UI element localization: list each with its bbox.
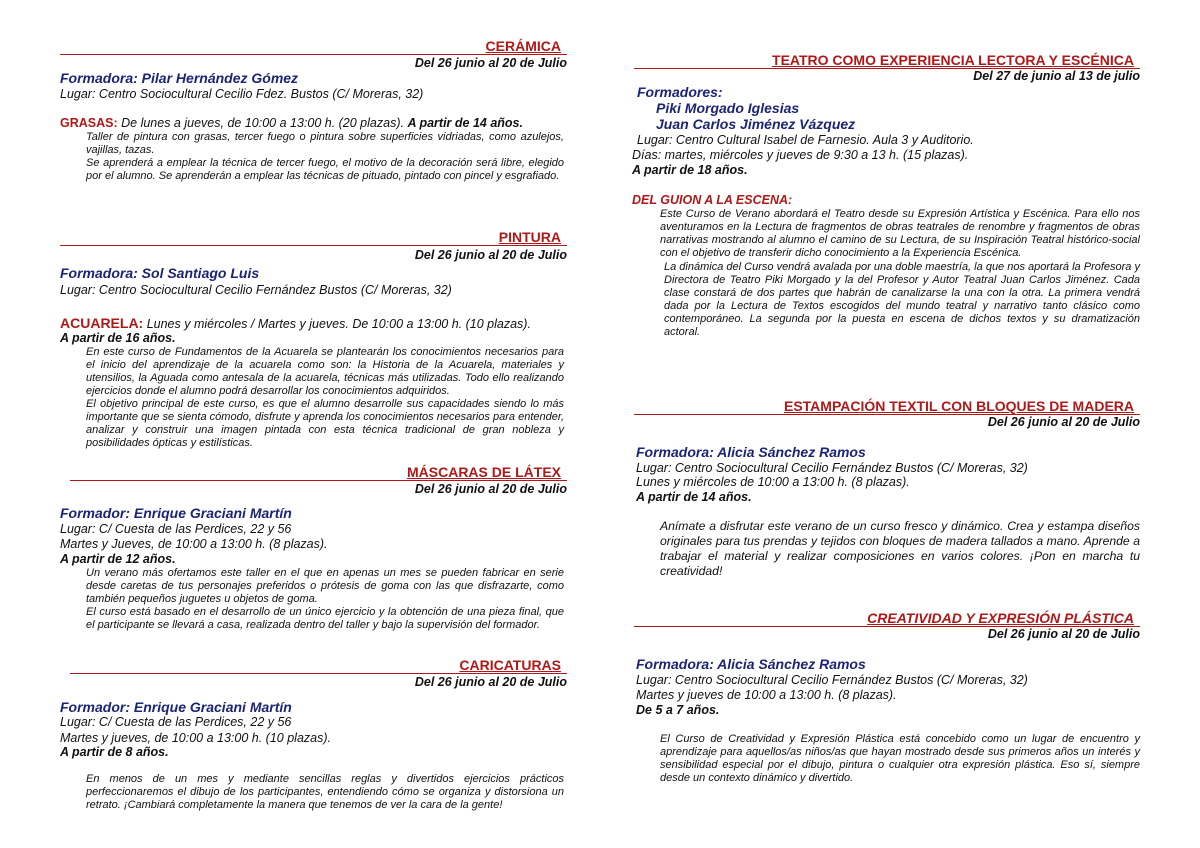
description: En este curso de Fundamentos de la Acuarela se plantearán los conocimientos necesarios para el inicio del aprendizaje de la acuarela como son: la Historia de la Acuarela, materiales y utensilios, la Aguada como antesala de la acuarela, técnicas más utilizadas. Todo ello realizando ejercicios donde el alumno podrá desarrollar los conocimientos adquiridos.: [86, 346, 564, 397]
trainer: Formadora: Alicia Sánchez Ramos: [636, 444, 866, 460]
dates: Del 26 junio al 20 de Julio: [414, 675, 567, 689]
section-title-pintura: PINTURA: [60, 229, 567, 246]
course-name: GRASAS:: [60, 116, 118, 130]
description: Este Curso de Verano abordará el Teatro desde su Expresión Artística y Escénica. Para ello nos aventuramos en la Lectura de fragmentos de obras teatrales de renombre y fragmentos de obras narrativas mostrando al alumno el camino de su Lectura, de su Inspiración Teatral histórico-social con el objetivo de transferir dicho conocimiento a la Experiencia Escénica.: [660, 208, 1140, 259]
section-title-creatividad: CREATIVIDAD Y EXPRESIÓN PLÁSTICA: [634, 610, 1140, 627]
trainer: Piki Morgado Iglesias: [656, 100, 800, 116]
schedule: Lunes y miércoles de 10:00 a 13:00 h. (8 plazas).: [636, 475, 910, 489]
schedule: Días: martes, miércoles y jueves de 9:30 a 13 h. (15 plazas).: [632, 148, 969, 162]
age: A partir de 14 años.: [407, 116, 523, 130]
dates: Del 26 junio al 20 de Julio: [987, 415, 1140, 429]
schedule: Martes y jueves de 10:00 a 13:00 h. (8 plazas).: [636, 688, 897, 702]
trainer: Formador: Enrique Graciani Martín: [60, 505, 292, 521]
dates: Del 26 junio al 20 de Julio: [987, 627, 1140, 641]
schedule: Lunes y miércoles / Martes y jueves. De 10:00 a 13:00 h. (10 plazas).: [143, 317, 531, 331]
course-name: DEL GUION A LA ESCENA:: [632, 193, 793, 207]
place: Lugar: Centro Sociocultural Cecilio Fernández Bustos (C/ Moreras, 32): [636, 461, 1028, 475]
description: Taller de pintura con grasas, tercer fuego o pintura sobre superficies vidriadas, como azulejos, vajillas, tazas.: [86, 131, 564, 156]
age: A partir de 12 años.: [60, 552, 176, 566]
age: De 5 a 7 años.: [636, 703, 720, 717]
dates: Del 27 de junio al 13 de julio: [973, 69, 1140, 83]
section-title-teatro: TEATRO COMO EXPERIENCIA LECTORA Y ESCÉNICA: [634, 52, 1140, 69]
schedule: Martes y Jueves, de 10:00 a 13:00 h. (8 plazas).: [60, 537, 328, 551]
trainer: Juan Carlos Jiménez Vázquez: [656, 116, 856, 132]
age: A partir de 16 años.: [60, 331, 176, 345]
course-line: [60, 315, 567, 331]
trainer: Formador: Enrique Graciani Martín: [60, 699, 292, 715]
course-name: ACUARELA:: [60, 315, 144, 331]
age: A partir de 8 años.: [60, 745, 169, 759]
description: Un verano más ofertamos este taller en el que en apenas un mes se pueden fabricar en serie desde caretas de tus personajes preferidos o prótesis de goma con las que disfrazarte, como también pequeños juguetes u objetos de goma.: [86, 567, 564, 605]
schedule: Martes y jueves, de 10:00 a 13:00 h. (10 plazas).: [60, 731, 331, 745]
description: El objetivo principal de este curso, es que el alumno desarrolle sus capacidades siendo lo más importante que se sienta cómodo, disfrute y aprenda los conocimientos necesarios para entender, analizar y construir una imagen pintada con esta técnica tradicional de gran nobleza y posibilidades ópticas y estilísticas.: [86, 398, 564, 449]
dates: Del 26 junio al 20 de Julio: [414, 248, 567, 262]
trainers-label: Formadores:: [637, 84, 723, 100]
section-title-estampacion: ESTAMPACIÓN TEXTIL CON BLOQUES DE MADERA: [634, 398, 1140, 415]
trainer: Formadora: Alicia Sánchez Ramos: [636, 656, 866, 672]
trainer: Formadora: Pilar Hernández Gómez: [60, 70, 299, 86]
description: El Curso de Creatividad y Expresión Plástica está concebido como un lugar de encuentro y aprendizaje para aquellos/as niños/as que hayan mostrado desde sus primeros años un interés y sensibilidad especial por el dibujo, pintura o cualquier otra expresión plástica. Eso sí, siempre desde un contexto dinámico y divertido.: [660, 733, 1140, 784]
description: Anímate a disfrutar este verano de un curso fresco y dinámico. Crea y estampa diseños originales para tus prendas y tejidos con bloques de madera tallados a mano. Aprende a trabajar el material y realizar composiciones en varios colores. ¡Pon en marcha tu creatividad!: [660, 519, 1140, 578]
place: Lugar: Centro Sociocultural Cecilio Fdez. Bustos (C/ Moreras, 32): [60, 87, 424, 101]
section-title-ceramica: CERÁMICA: [60, 38, 567, 55]
place: Lugar: Centro Sociocultural Cecilio Fernández Bustos (C/ Moreras, 32): [60, 283, 452, 297]
age: A partir de 18 años.: [632, 163, 748, 177]
dates: Del 26 junio al 20 de Julio: [414, 482, 567, 496]
place: Lugar: C/ Cuesta de las Perdices, 22 y 56: [60, 715, 292, 729]
trainer: Formadora: Sol Santiago Luis: [60, 265, 260, 281]
description: En menos de un mes y mediante sencillas reglas y divertidos ejercicios prácticos perfeccionaremos el dibujo de los participantes, entendiendo cómo se organiza y distorsiona un retrato. ¡Cambiará completamente la manera que tenemos de ver la cara de la gente!: [86, 773, 564, 811]
place: Lugar: C/ Cuesta de las Perdices, 22 y 56: [60, 522, 292, 536]
section-title-caricaturas: CARICATURAS: [70, 657, 567, 674]
age: A partir de 14 años.: [636, 490, 752, 504]
course-line: [60, 116, 567, 130]
description: Se aprenderá a emplear la técnica de tercer fuego, el motivo de la decoración será libre, elegido por el alumno. Se aprenderán a emplear las técnicas de pituado, pintado con pincel y esgrafiado.: [86, 157, 564, 182]
description: La dinámica del Curso vendrá avalada por una doble maestría, la que nos aportará la Profesora y Directora de Teatro Piki Morgado y la del Profesor y Autor Teatral Juan Carlos Jiménez. Cada clase constará de dos partes que habrán de canalizarse la una con la otra. La primera vendrá dada por la Lectura de Textos escogidos del mundo teatral y narrativo tanto clásico como contemporáneo. La segunda por la puesta en escena de dichos textos y su dramatización actoral.: [664, 261, 1140, 338]
schedule: De lunes a jueves, de 10:00 a 13:00 h. (20 plazas).: [117, 116, 408, 130]
place: Lugar: Centro Cultural Isabel de Farnesio. Aula 3 y Auditorio.: [637, 133, 974, 147]
section-title-mascaras: MÁSCARAS DE LÁTEX: [70, 464, 567, 481]
description: El curso está basado en el desarrollo de un único ejercicio y la obtención de una pieza final, que el participante se llevará a casa, realizada dentro del taller y bajo la supervisión del formador.: [86, 606, 564, 631]
place: Lugar: Centro Sociocultural Cecilio Fernández Bustos (C/ Moreras, 32): [636, 673, 1028, 687]
dates: Del 26 junio al 20 de Julio: [414, 56, 567, 70]
